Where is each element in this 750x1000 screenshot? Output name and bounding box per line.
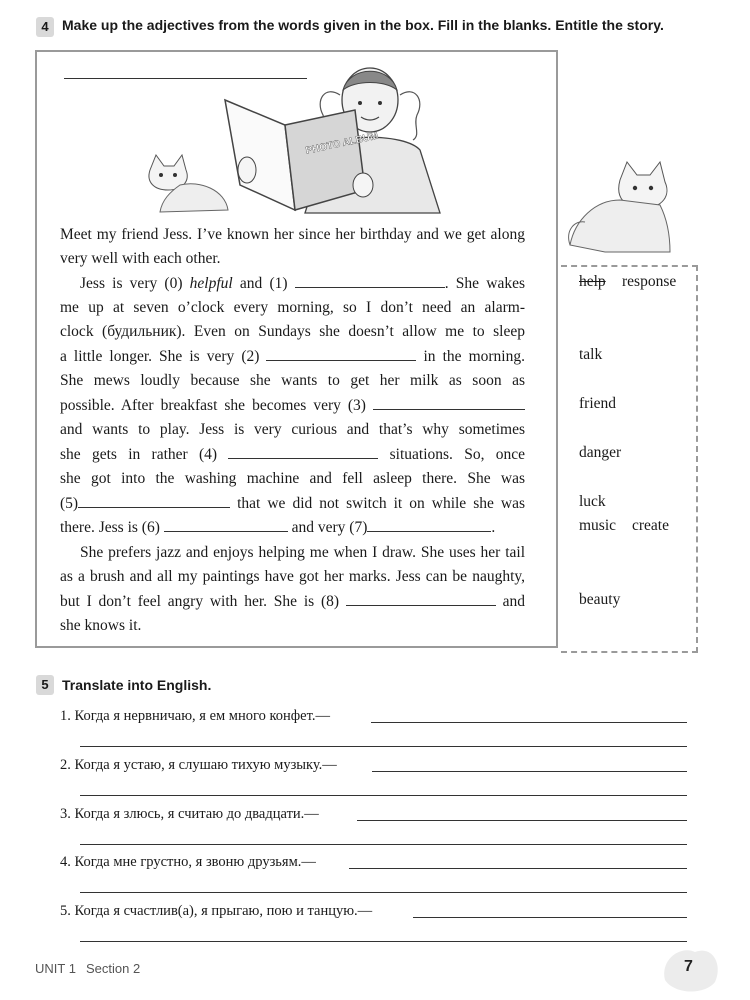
example-answer: helpful (189, 275, 233, 292)
blank-1[interactable] (295, 273, 445, 288)
footer-section: Section 2 (86, 961, 141, 976)
story-line-1: Meet my friend Jess. I’ve known her since her birthday and we get along (60, 226, 525, 243)
story-line-16: but I don’t feel angry with her. She is (8) and (60, 593, 525, 610)
answer-line-3a[interactable] (357, 820, 687, 821)
story-line-17: she knows it. (60, 617, 142, 634)
girl-reading-illustration (215, 55, 465, 215)
answer-line-4b[interactable] (80, 892, 687, 893)
blank-8[interactable] (346, 591, 496, 606)
translate-item-3: 3. Когда я злюсь, я считаю до двадцати.— (60, 806, 319, 822)
story-line-6: a little longer. She is very (2) in the morning. (60, 348, 525, 365)
blank-2[interactable] (266, 346, 416, 361)
story-line-7: She mews loudly because she wants to get her milk as soon as (60, 372, 525, 389)
story-line-12: (5) that we did not switch it on while she was (60, 495, 525, 512)
blank-3[interactable] (373, 395, 525, 410)
footer-unit: UNIT 1 (35, 961, 76, 976)
story-line-11: she got into the washing machine and fell asleep there. She was (60, 470, 525, 487)
answer-line-2b[interactable] (80, 795, 687, 796)
word-luck: luck (579, 493, 606, 510)
word-create: create (632, 517, 669, 534)
story-line-15: as a brush and all my paintings have got her marks. Jess can be naughty, (60, 568, 525, 585)
story-line-4: me up at seven o’clock every morning, so I don’t need an alarm- (60, 299, 525, 316)
story-line-13: there. Jess is (6) and very (7) . (60, 519, 496, 536)
translate-item-5: 5. Когда я счастлив(а), я прыгаю, пою и танцую.— (60, 903, 373, 919)
answer-line-1a[interactable] (371, 722, 687, 723)
answer-line-5b[interactable] (80, 941, 687, 942)
word-friend: friend (579, 395, 617, 412)
translate-item-4: 4. Когда мне грустно, я звоню друзьям.— (60, 854, 316, 870)
word-talk: talk (579, 346, 603, 363)
answer-line-4a[interactable] (349, 868, 687, 869)
page-number: 7 (684, 958, 693, 975)
story-line-5: clock (будильник). Even on Sundays she doesn’t allow me to sleep (60, 323, 525, 340)
album-title: PHOTO ALBUM (304, 130, 380, 157)
translate-item-2: 2. Когда я устаю, я слушаю тихую музыку.— (60, 757, 337, 773)
answer-line-5a[interactable] (413, 917, 687, 918)
exercise-4-instruction: Make up the adjectives from the words given in the box. Fill in the blanks. Entitle the story. (62, 17, 664, 33)
answer-line-3b[interactable] (80, 844, 687, 845)
cat-illustration-left (140, 150, 235, 220)
translate-item-1: 1. Когда я нервничаю, я ем много конфет.— (60, 708, 330, 724)
exercise-5-instruction: Translate into English. (62, 677, 212, 693)
word-response: response (622, 273, 677, 290)
exercise-4-number: 4 (36, 17, 54, 37)
story-line-2: very well with each other. (60, 250, 221, 267)
blank-5[interactable] (78, 493, 230, 508)
story-line-14: She prefers jazz and enjoys helping me when I draw. She uses her tail (80, 544, 525, 561)
blank-6[interactable] (164, 517, 288, 532)
answer-line-2a[interactable] (372, 771, 687, 772)
word-help: help (579, 273, 606, 290)
story-line-3: Jess is very (0) helpful and (1) . She wakes (80, 275, 525, 292)
story-line-8: possible. After breakfast she becomes very (3) (60, 394, 525, 418)
exercise-5-number: 5 (36, 675, 54, 695)
word-music: music (579, 517, 617, 534)
blank-7[interactable] (367, 517, 491, 532)
word-beauty: beauty (579, 591, 621, 608)
story-line-10: she gets in rather (4) situations. So, once (60, 446, 525, 463)
cat-illustration-right (565, 160, 690, 260)
story-line-9: and wants to play. Jess is very curious and that’s why sometimes (60, 421, 525, 438)
answer-line-1b[interactable] (80, 746, 687, 747)
blank-4[interactable] (228, 444, 378, 459)
word-danger: danger (579, 444, 622, 461)
